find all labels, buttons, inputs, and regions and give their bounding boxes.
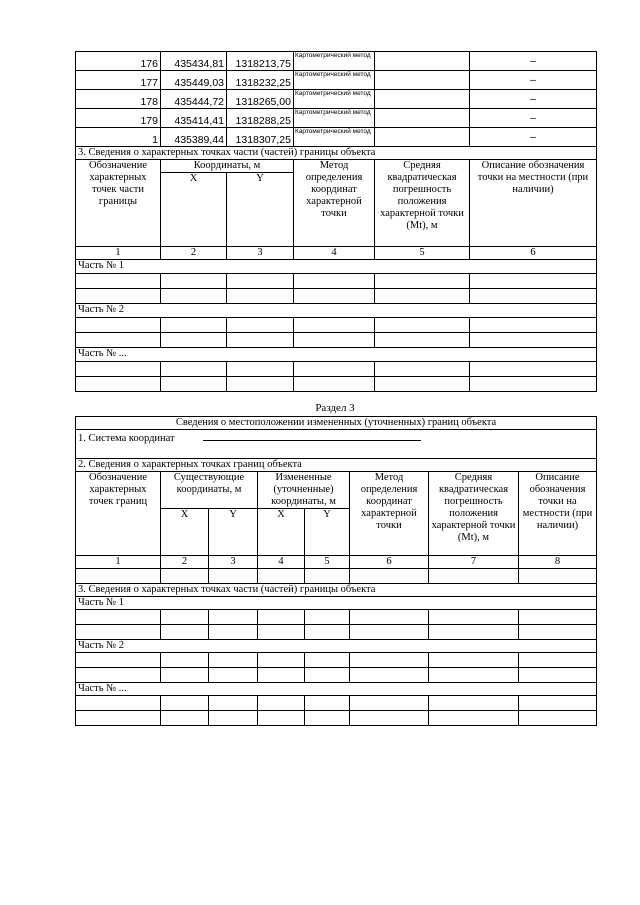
part-label: Часть № 2: [76, 640, 597, 653]
cell[interactable]: [161, 696, 209, 711]
point-number: 177: [76, 71, 161, 90]
cell[interactable]: [294, 377, 375, 392]
mt-value: [375, 90, 470, 109]
cell[interactable]: [429, 711, 519, 726]
description-value: –: [470, 71, 597, 90]
header-point: Обозначение характерных точек границ: [76, 472, 161, 556]
cell[interactable]: [350, 653, 429, 668]
cell[interactable]: [209, 625, 258, 640]
mt-value: [375, 71, 470, 90]
coord-y: 1318232,25: [227, 71, 294, 90]
mt-value: [375, 52, 470, 71]
description-value: –: [470, 109, 597, 128]
cell[interactable]: [470, 362, 597, 377]
colnum: 3: [209, 556, 258, 569]
header-existing: Существующие координаты, м: [161, 472, 258, 509]
section-heading: Раздел 3: [315, 402, 355, 414]
cell[interactable]: [209, 610, 258, 625]
cell[interactable]: [227, 318, 294, 333]
colnum: 2: [161, 247, 227, 260]
cell[interactable]: [258, 711, 305, 726]
method-value: Картометрический метод: [294, 52, 375, 71]
colnum: 8: [519, 556, 597, 569]
cell[interactable]: [161, 653, 209, 668]
cell[interactable]: [350, 696, 429, 711]
cell[interactable]: [258, 569, 305, 584]
section-title: 3. Сведения о характерных точках части (частей) границы объекта: [76, 147, 597, 160]
coord-y: 1318265,00: [227, 90, 294, 109]
cell[interactable]: [350, 569, 429, 584]
header-method: Метод определения координат характерной точки: [350, 472, 429, 556]
coord-y: 1318288,25: [227, 109, 294, 128]
cell[interactable]: [294, 274, 375, 289]
cell[interactable]: [305, 569, 350, 584]
cell[interactable]: [227, 274, 294, 289]
cell[interactable]: [470, 333, 597, 348]
subsection-title: 3. Сведения о характерных точках части (частей) границы объекта: [76, 584, 597, 597]
cell[interactable]: [519, 610, 597, 625]
cell[interactable]: [294, 362, 375, 377]
cell[interactable]: [305, 625, 350, 640]
cell[interactable]: [258, 610, 305, 625]
description-value: –: [470, 90, 597, 109]
cell[interactable]: [305, 668, 350, 683]
header-y: Y: [227, 173, 294, 247]
cell[interactable]: [76, 569, 161, 584]
colnum: 5: [305, 556, 350, 569]
upper-table: [75, 51, 597, 392]
header-desc: Описание обозначения точки на местности (при наличии): [470, 160, 597, 247]
method-value: Картометрический метод: [294, 109, 375, 128]
cell[interactable]: [76, 333, 161, 348]
cell[interactable]: [161, 711, 209, 726]
cell[interactable]: [470, 274, 597, 289]
colnum: 1: [76, 556, 161, 569]
header-x: X: [161, 509, 209, 556]
cell[interactable]: [429, 569, 519, 584]
header-method: Метод определения координат характерной точки: [294, 160, 375, 247]
cell[interactable]: [375, 274, 470, 289]
point-number: 179: [76, 109, 161, 128]
cell[interactable]: [258, 696, 305, 711]
point-number: 1: [76, 128, 161, 147]
cell[interactable]: [470, 318, 597, 333]
coord-system-label: 1. Система координат: [78, 433, 175, 444]
cell[interactable]: [258, 653, 305, 668]
point-number: 176: [76, 52, 161, 71]
header-y: Y: [305, 509, 350, 556]
header-mt: Средняя квадратическая погрешность положения характерной точки (Mt), м: [429, 472, 519, 556]
section-title: Сведения о местоположении измененных (уточненных) границ объекта: [76, 417, 597, 430]
cell[interactable]: [375, 377, 470, 392]
colnum: 6: [470, 247, 597, 260]
cell[interactable]: [161, 668, 209, 683]
cell[interactable]: [209, 668, 258, 683]
cell[interactable]: [470, 289, 597, 304]
description-value: –: [470, 52, 597, 71]
cell[interactable]: [209, 711, 258, 726]
cell[interactable]: [161, 362, 227, 377]
cell[interactable]: [429, 653, 519, 668]
coordinate-row: [76, 90, 597, 109]
header-x: X: [258, 509, 305, 556]
cell[interactable]: [161, 274, 227, 289]
header-coords: Координаты, м: [161, 160, 294, 173]
colnum: 2: [161, 556, 209, 569]
cell[interactable]: [429, 610, 519, 625]
header-desc: Описание обозначения точки на местности (при наличии): [519, 472, 597, 556]
part-label: Часть № ...: [76, 348, 597, 362]
cell[interactable]: [429, 668, 519, 683]
cell[interactable]: [350, 668, 429, 683]
coordinate-row: [76, 128, 597, 147]
coord-y: 1318213,75: [227, 52, 294, 71]
colnum: 7: [429, 556, 519, 569]
cell[interactable]: [375, 318, 470, 333]
coordinate-row: [76, 71, 597, 90]
cell[interactable]: [161, 610, 209, 625]
cell[interactable]: [519, 569, 597, 584]
cell[interactable]: [76, 377, 161, 392]
cell[interactable]: [209, 696, 258, 711]
cell[interactable]: [76, 274, 161, 289]
cell[interactable]: [209, 569, 258, 584]
cell[interactable]: [375, 289, 470, 304]
cell[interactable]: [76, 668, 161, 683]
colnum: 1: [76, 247, 161, 260]
cell[interactable]: [470, 377, 597, 392]
coord-system-row: [76, 430, 597, 459]
cell[interactable]: [305, 610, 350, 625]
cell[interactable]: [294, 289, 375, 304]
cell[interactable]: [375, 333, 470, 348]
cell[interactable]: [227, 362, 294, 377]
coord-y: 1318307,25: [227, 128, 294, 147]
cell[interactable]: [258, 668, 305, 683]
header-changed: Измененные (уточненные) координаты, м: [258, 472, 350, 509]
cell[interactable]: [76, 696, 161, 711]
header-point: Обозначение характерных точек части границы: [76, 160, 161, 247]
cell[interactable]: [161, 569, 209, 584]
cell[interactable]: [161, 377, 227, 392]
cell[interactable]: [350, 711, 429, 726]
cell[interactable]: [350, 610, 429, 625]
cell[interactable]: [161, 289, 227, 304]
cell[interactable]: [76, 289, 161, 304]
part-label: Часть № 1: [76, 597, 597, 610]
cell[interactable]: [76, 362, 161, 377]
cell[interactable]: [227, 333, 294, 348]
cell[interactable]: [519, 668, 597, 683]
cell[interactable]: [519, 696, 597, 711]
subsection-title: 2. Сведения о характерных точках границ объекта: [76, 459, 597, 472]
coord-x: 435389,44: [161, 128, 227, 147]
cell[interactable]: [76, 625, 161, 640]
coord-x: 435449,03: [161, 71, 227, 90]
cell[interactable]: [76, 318, 161, 333]
coord-x: 435444,72: [161, 90, 227, 109]
coord-x: 435434,81: [161, 52, 227, 71]
cell[interactable]: [227, 289, 294, 304]
cell[interactable]: [294, 333, 375, 348]
part-label: Часть № ...: [76, 683, 597, 696]
cell[interactable]: [258, 625, 305, 640]
cell[interactable]: [161, 333, 227, 348]
coordinate-row: [76, 109, 597, 128]
coordinate-row: [76, 52, 597, 71]
method-value: Картометрический метод: [294, 71, 375, 90]
lower-table: [75, 416, 597, 726]
method-value: Картометрический метод: [294, 128, 375, 147]
cell[interactable]: [76, 610, 161, 625]
cell[interactable]: [429, 625, 519, 640]
cell[interactable]: [76, 653, 161, 668]
cell[interactable]: [305, 696, 350, 711]
method-value: Картометрический метод: [294, 90, 375, 109]
cell[interactable]: [161, 318, 227, 333]
colnum: 4: [258, 556, 305, 569]
cell[interactable]: [519, 653, 597, 668]
cell[interactable]: [76, 711, 161, 726]
part-label: Часть № 2: [76, 304, 597, 318]
cell[interactable]: [305, 711, 350, 726]
cell[interactable]: [429, 696, 519, 711]
header-mt: Средняя квадратическая погрешность положения характерной точки (Mt), м: [375, 160, 470, 247]
cell[interactable]: [519, 625, 597, 640]
header-x: X: [161, 173, 227, 247]
cell[interactable]: [209, 653, 258, 668]
description-value: –: [470, 128, 597, 147]
cell[interactable]: [375, 362, 470, 377]
header-y: Y: [209, 509, 258, 556]
mt-value: [375, 128, 470, 147]
coord-x: 435414,41: [161, 109, 227, 128]
colnum: 5: [375, 247, 470, 260]
cell[interactable]: [519, 711, 597, 726]
cell[interactable]: [161, 625, 209, 640]
cell[interactable]: [305, 653, 350, 668]
cell[interactable]: [350, 625, 429, 640]
colnum: 6: [350, 556, 429, 569]
colnum: 4: [294, 247, 375, 260]
colnum: 3: [227, 247, 294, 260]
part-label: Часть № 1: [76, 260, 597, 274]
cell[interactable]: [294, 318, 375, 333]
point-number: 178: [76, 90, 161, 109]
coord-system-field[interactable]: [203, 430, 421, 441]
mt-value: [375, 109, 470, 128]
cell[interactable]: [227, 377, 294, 392]
